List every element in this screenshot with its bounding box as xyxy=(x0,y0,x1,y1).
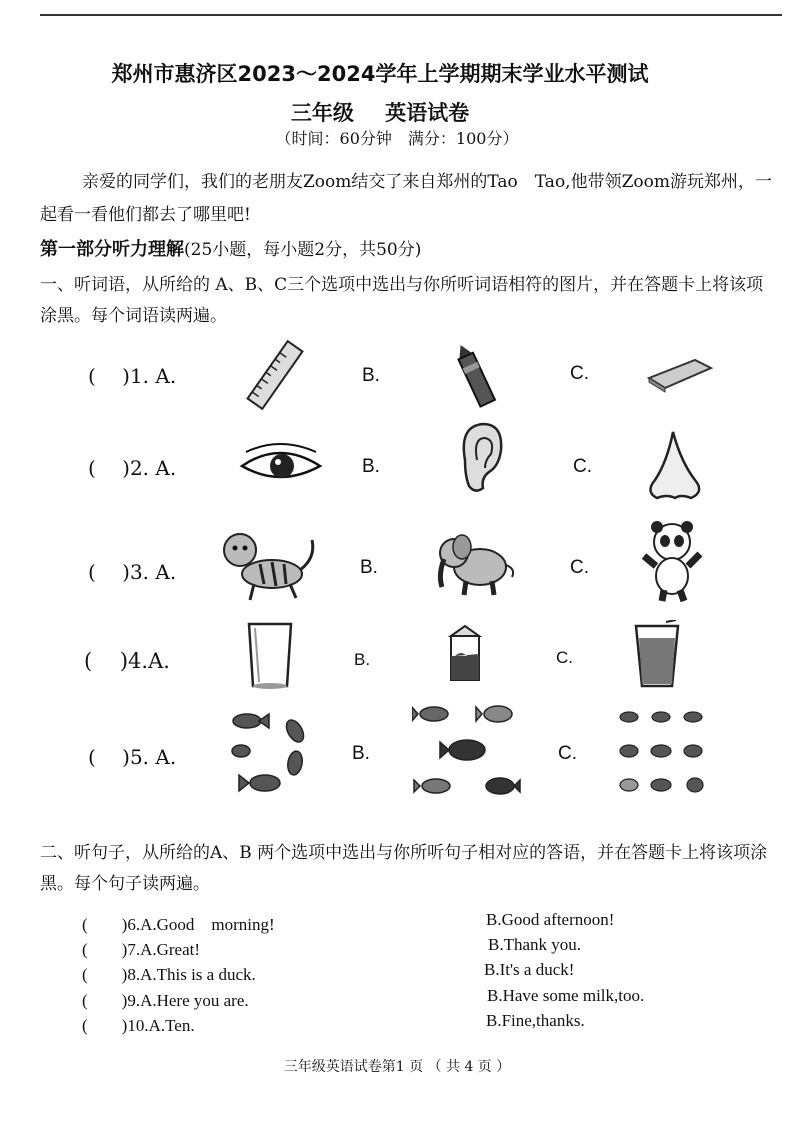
question-6-b: B.Good afternoon! xyxy=(486,910,615,929)
intro-paragraph: 亲爱的同学们，我们的老朋友Zoom结交了来自郑州的Tao Tao,他带领Zoom游玩郑州，一起看一看他们都去了哪里吧! xyxy=(40,172,772,225)
eye-icon xyxy=(238,440,323,490)
question-7-b: B.Thank you. xyxy=(488,935,582,954)
time-info: （时间：60分钟 满分：100分） xyxy=(275,129,519,148)
question-1-option-c: C. xyxy=(570,363,589,384)
question-10-a: ( )10.A.Ten. xyxy=(82,1016,195,1035)
exam-title: 郑州市惠济区2023～2024学年上学期期末学业水平测试 xyxy=(111,62,649,86)
ear-icon xyxy=(455,420,505,495)
grade-label: 三年级 xyxy=(290,101,354,125)
juice-icon xyxy=(632,620,682,690)
question-8-b: B.It's a duck! xyxy=(484,960,575,979)
question-1-option-b: B. xyxy=(362,365,380,386)
question-10-b: B.Fine,thanks. xyxy=(486,1011,585,1030)
fish-group-b-icon xyxy=(412,700,522,800)
question-9-a: ( )9.A.Here you are. xyxy=(82,991,249,1010)
question-3-option-b: B. xyxy=(360,557,378,578)
question-5-label: ( )5. A. xyxy=(88,745,177,769)
fish-group-a-icon xyxy=(225,705,320,800)
crayon-icon xyxy=(450,340,500,412)
tiger-icon xyxy=(220,528,320,603)
question-4-label: ( )4.A. xyxy=(84,649,170,673)
glass-icon xyxy=(245,620,295,690)
fish-group-c-icon xyxy=(615,705,710,800)
nose-icon xyxy=(645,428,705,503)
part1-title: 第一部分听力理解 xyxy=(40,239,184,260)
ruler-icon xyxy=(240,340,310,410)
top-rule xyxy=(40,14,782,16)
milk-carton-icon xyxy=(443,622,488,684)
question-4-option-c: C. xyxy=(556,648,573,667)
section1-instruction: 一、听词语，从所给的 A、B、C三个选项中选出与你所听词语相符的图片，并在答题卡上将该项涂黑。每个词语读两遍。 xyxy=(40,275,764,326)
part1-heading xyxy=(40,235,421,261)
exam-subtitle xyxy=(0,97,760,127)
part1-note: (25小题，每小题2分，共50分) xyxy=(184,240,422,260)
question-6-a: ( )6.A.Good morning! xyxy=(82,915,275,934)
section2-instruction: 二、听句子，从所给的A、B 两个选项中选出与你所听句子相对应的答语，并在答题卡上将该项涂黑。每个句子读两遍。 xyxy=(40,843,768,894)
question-5-option-c: C. xyxy=(558,743,577,764)
elephant-icon xyxy=(432,525,517,600)
panda-icon xyxy=(640,518,705,603)
question-3-option-c: C. xyxy=(570,557,589,578)
question-3-label: ( )3. A. xyxy=(88,560,177,584)
question-4-option-b: B. xyxy=(354,650,371,669)
page-footer: 三年级英语试卷第1 页 （ 共 4 页 ） xyxy=(283,1059,511,1075)
eraser-icon xyxy=(645,350,715,395)
question-7-a: ( )7.A.Great! xyxy=(82,940,201,959)
question-2-option-b: B. xyxy=(362,456,380,477)
question-2-label: ( )2. A. xyxy=(88,456,177,480)
subject-label: 英语试卷 xyxy=(385,101,470,125)
question-2-option-c: C. xyxy=(573,456,592,477)
question-8-a: ( )8.A.This is a duck. xyxy=(82,965,256,984)
question-5-option-b: B. xyxy=(352,743,370,764)
question-9-b: B.Have some milk,too. xyxy=(487,986,645,1005)
question-1-label: ( )1. A. xyxy=(88,364,177,388)
